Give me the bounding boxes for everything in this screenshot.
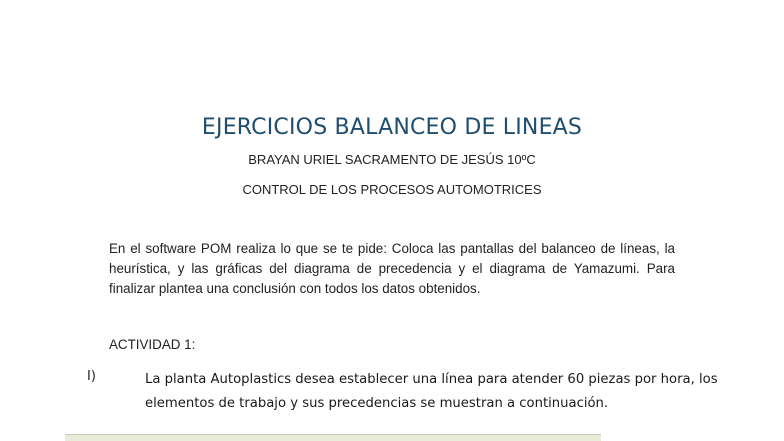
course-line: CONTROL DE LOS PROCESOS AUTOMOTRICES xyxy=(242,182,542,197)
intro-paragraph: En el software POM realiza lo que se te pide: Coloca las pantallas del balanceo de líneas, la heurística, y las gráficas del diagrama de precedencia y el diagrama de Yamazumi. Para finalizar plantea una conclusión con todos los datos obtenidos. xyxy=(109,241,675,296)
author-line: BRAYAN URIEL SACRAMENTO DE JESÚS 10ºC xyxy=(248,152,536,167)
document-title: EJERCICIOS BALANCEO DE LINEAS xyxy=(201,115,583,140)
problem-statement: La planta Autoplastics desea establecer una línea para atender 60 piezas por hora, los elementos de trabajo y sus precedencias se muestran a continuación. xyxy=(145,372,718,411)
problem-number: I) xyxy=(87,369,96,384)
table-top-edge xyxy=(65,434,601,441)
activity-label: ACTIVIDAD 1: xyxy=(109,337,196,352)
